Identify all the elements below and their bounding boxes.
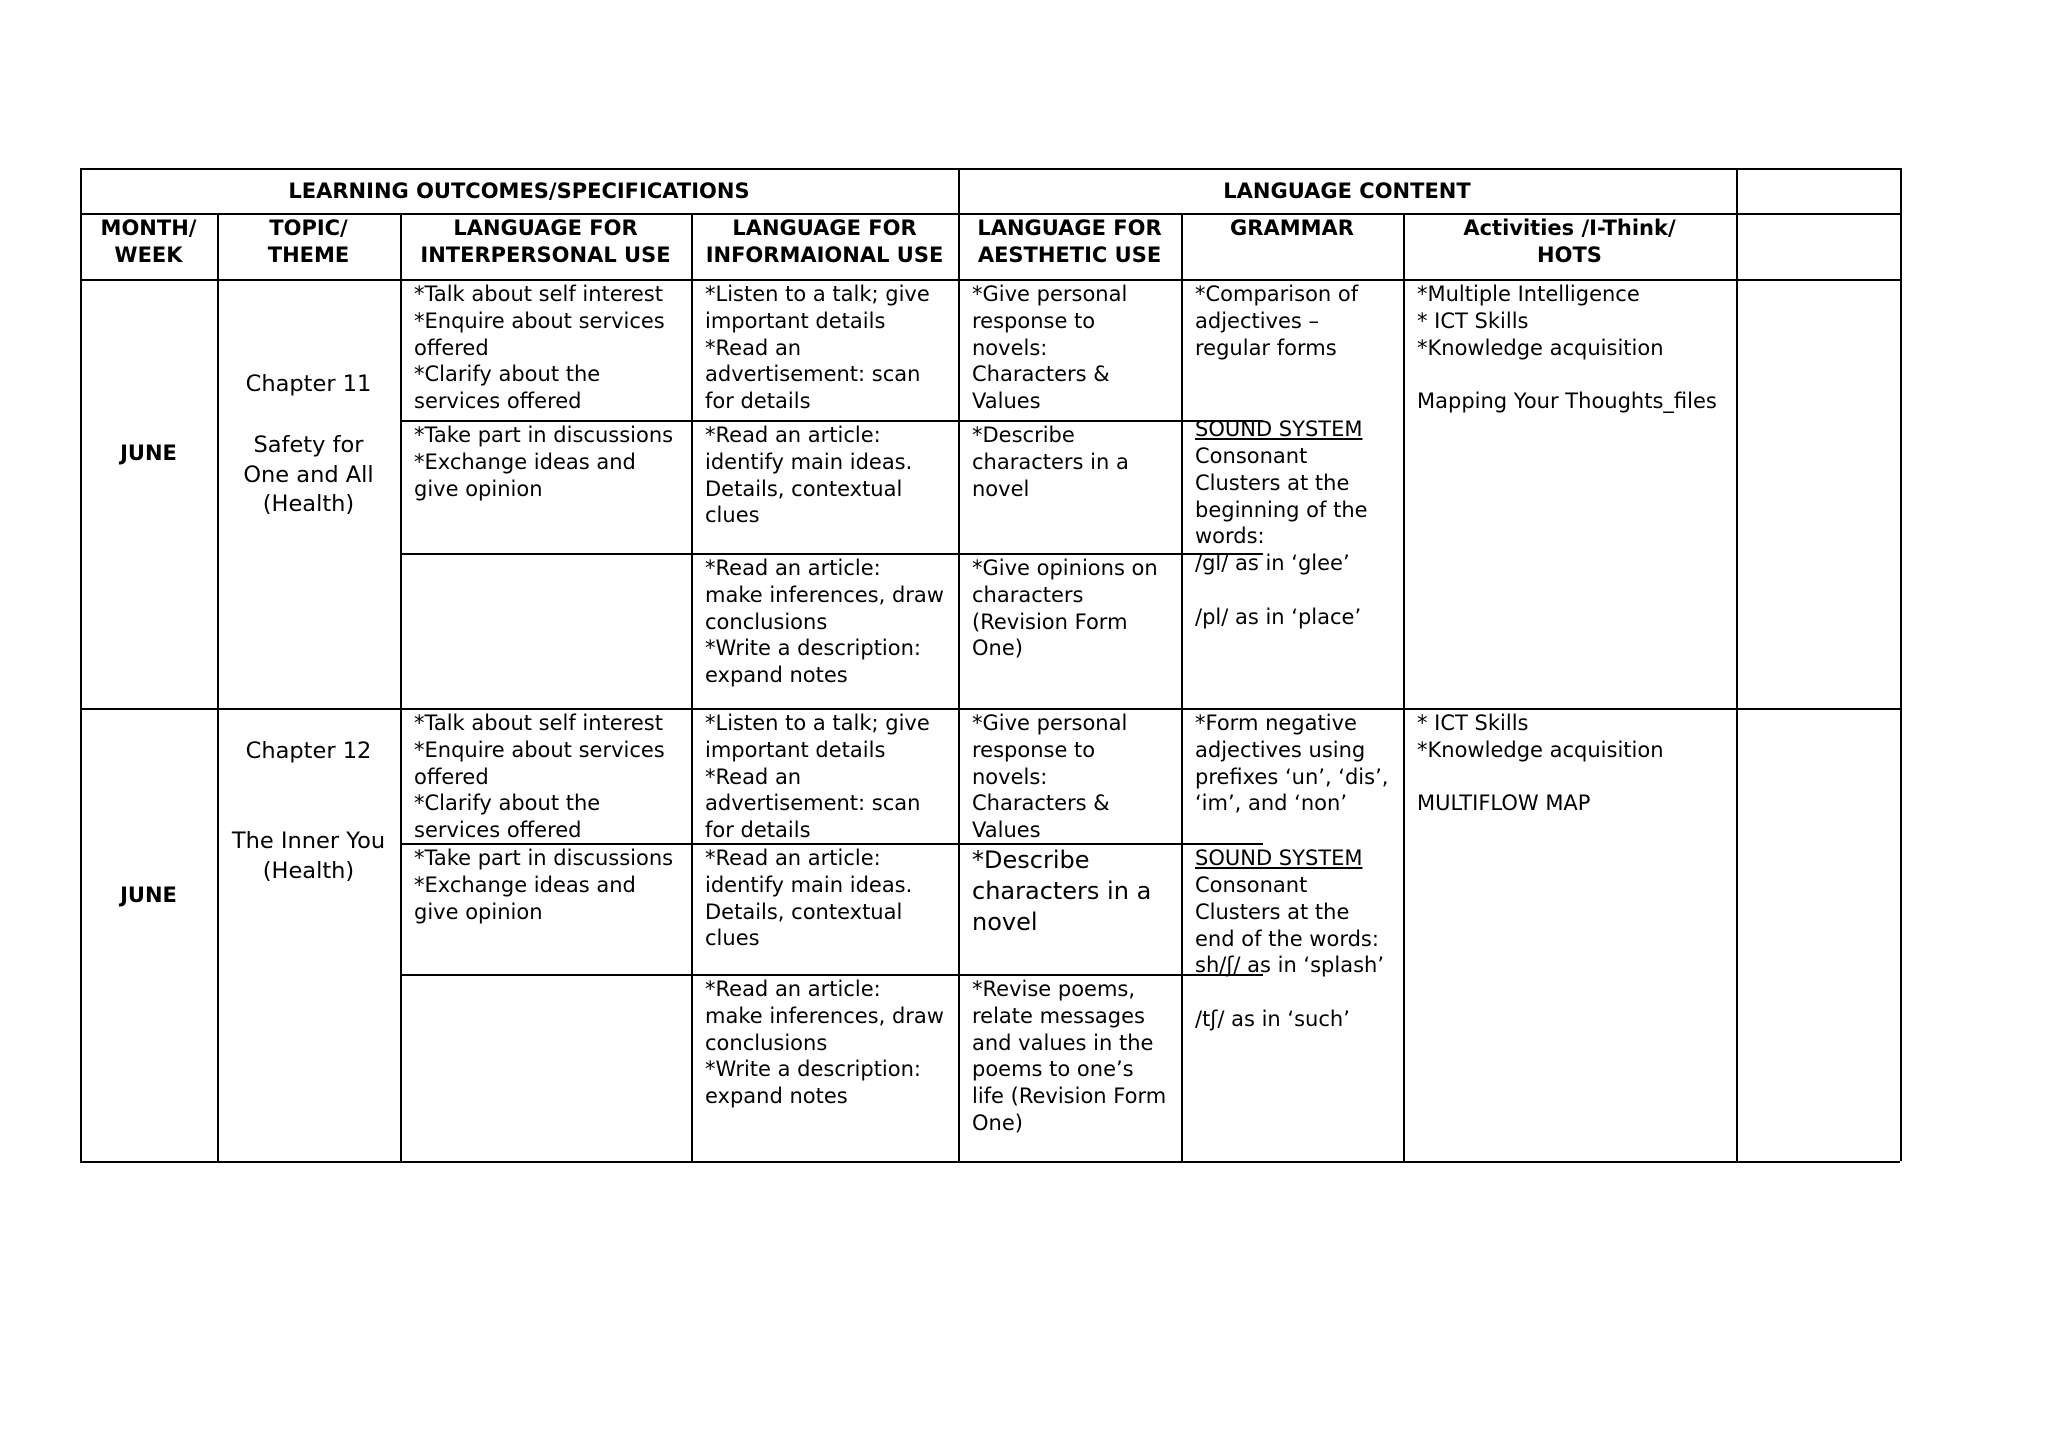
sound-system-title: SOUND SYSTEM xyxy=(1195,417,1363,441)
interpersonal-cell: *Take part in discussions *Exchange ideas and give opinion xyxy=(414,846,674,924)
aesthetic-cell: *Give personal response to novels: Characters & Values xyxy=(972,711,1128,843)
row-month: JUNE xyxy=(120,441,177,465)
row-theme: Safety for One and All (Health) xyxy=(243,432,374,517)
grammar-main: *Comparison of adjectives – regular forms xyxy=(1195,282,1359,360)
aesthetic-cell: *Describe characters in a novel xyxy=(972,423,1129,501)
informational-cell: *Listen to a talk; give important details *Read an advertisement: scan for details xyxy=(705,711,930,843)
column-header-interpersonal: LANGUAGE FOR INTERPERSONAL USE xyxy=(420,216,671,267)
informational-cell: *Read an article: make inferences, draw conclusions *Write a description: expand notes xyxy=(705,977,944,1109)
informational-cell: *Listen to a talk; give important details *Read an advertisement: scan for details xyxy=(705,282,930,414)
informational-cell: *Read an article: make inferences, draw conclusions *Write a description: expand notes xyxy=(705,556,944,688)
table-border-right xyxy=(1900,168,1902,1161)
informational-cell: *Read an article: identify main ideas. Details, contextual clues xyxy=(705,846,913,951)
interpersonal-cell: *Talk about self interest *Enquire about services offered *Clarify about the services offered xyxy=(414,282,665,414)
activities-cell: * ICT Skills *Knowledge acquisition MULTIFLOW MAP xyxy=(1417,711,1664,816)
row-chapter: Chapter 12 xyxy=(245,738,372,764)
column-header-topic-theme: TOPIC/ THEME xyxy=(267,216,350,267)
column-header-aesthetic: LANGUAGE FOR AESTHETIC USE xyxy=(977,216,1162,267)
activities-cell: *Multiple Intelligence * ICT Skills *Knowledge acquisition Mapping Your Thoughts_files xyxy=(1417,282,1717,414)
column-header-grammar: GRAMMAR xyxy=(1230,216,1354,240)
table-border-top xyxy=(80,168,1900,170)
table-border-left xyxy=(80,168,82,1161)
aesthetic-cell: *Describe characters in a novel xyxy=(972,846,1152,936)
col-divider xyxy=(217,213,219,1161)
sound-system-body: Consonant Clusters at the beginning of the words: /gl/ as in ‘glee’ /pl/ as in ‘place’ xyxy=(1195,444,1368,629)
column-header-month-week: MONTH/ WEEK xyxy=(100,216,197,267)
grammar-main: *Form negative adjectives using prefixes ‘un’, ‘dis’, ‘im’, and ‘non’ xyxy=(1195,711,1389,816)
interpersonal-cell: *Take part in discussions *Exchange ideas and give opinion xyxy=(414,423,674,501)
aesthetic-cell: *Give personal response to novels: Characters & Values xyxy=(972,282,1128,414)
interpersonal-cell xyxy=(400,553,691,555)
aesthetic-cell: *Revise poems, relate messages and values in the poems to one’s life (Revision Form One) xyxy=(972,977,1167,1135)
interpersonal-cell xyxy=(400,974,691,976)
sound-system-title: SOUND SYSTEM xyxy=(1195,846,1363,870)
col-divider xyxy=(1736,168,1738,1161)
interpersonal-cell: *Talk about self interest *Enquire about services offered *Clarify about the services offered xyxy=(414,711,665,843)
row-theme: The Inner You (Health) xyxy=(231,828,386,884)
column-header-informational: LANGUAGE FOR INFORMAIONAL USE xyxy=(705,216,944,267)
row-month: JUNE xyxy=(120,883,177,907)
group-header-language-content: LANGUAGE CONTENT xyxy=(1223,179,1471,203)
table-border-bottom xyxy=(80,1161,1900,1163)
row-chapter: Chapter 11 xyxy=(245,371,372,397)
column-header-activities: Activities /I-Think/ HOTS xyxy=(1463,216,1676,267)
scheme-of-work-table xyxy=(80,168,1900,1161)
aesthetic-cell: *Give opinions on characters (Revision Form One) xyxy=(972,556,1158,661)
sound-system-body: Consonant Clusters at the end of the words: sh/ʃ/ as in ‘splash’ /tʃ/ as in ‘such’ xyxy=(1195,873,1385,1031)
group-header-learning-outcomes: LEARNING OUTCOMES/SPECIFICATIONS xyxy=(288,179,750,203)
informational-cell: *Read an article: identify main ideas. Details, contextual clues xyxy=(705,423,913,528)
